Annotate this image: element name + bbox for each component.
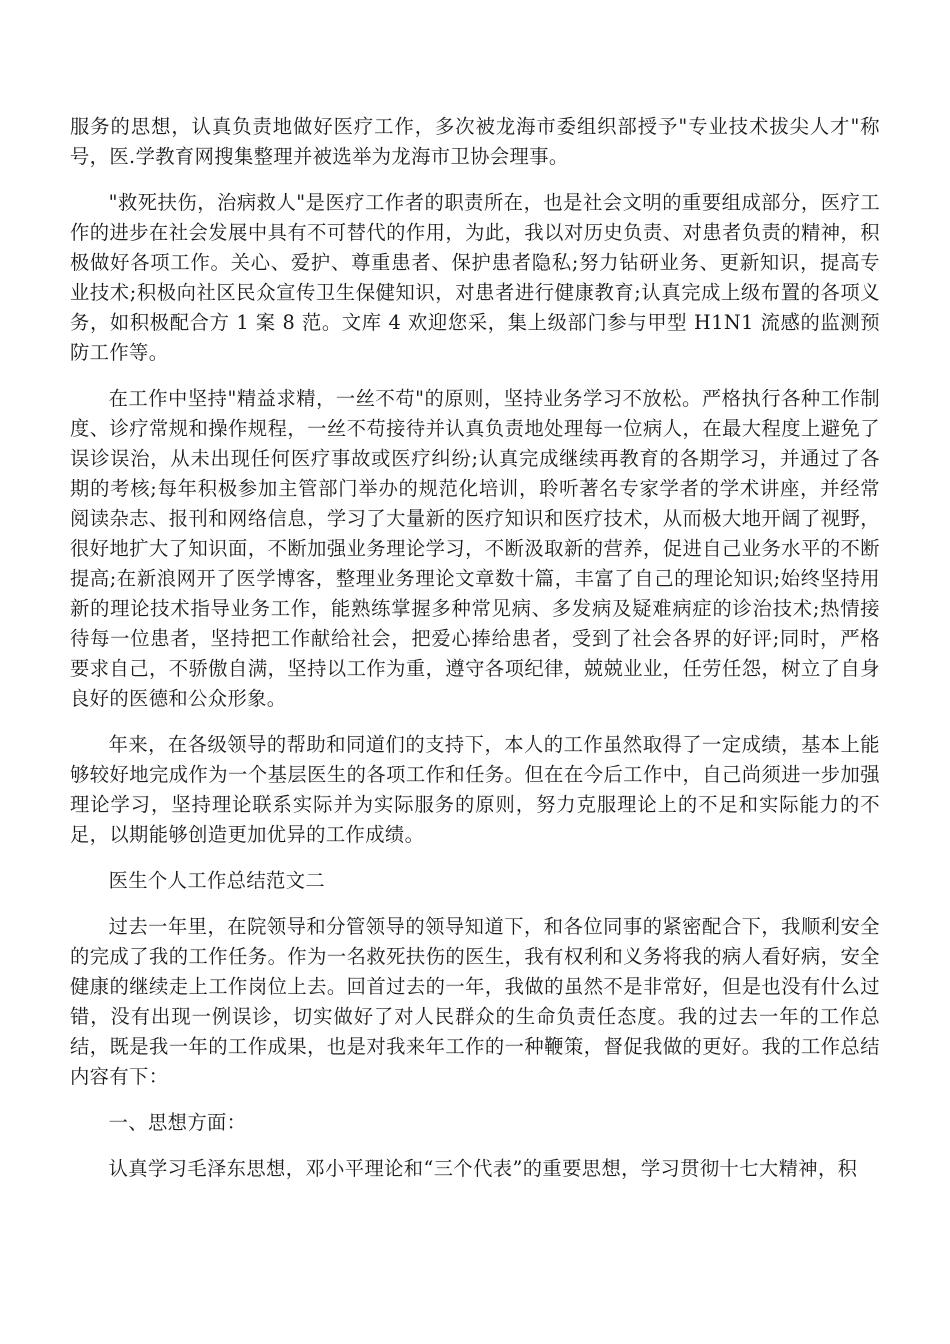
paragraph-1: 服务的思想，认真负责地做好医疗工作，多次被龙海市委组织部授予"专业技术拔尖人才"称号，医.学教育网搜集整理并被选举为龙海市卫协会理事。 xyxy=(70,115,880,168)
paragraph-2: "救死扶伤，治病救人"是医疗工作者的职责所在，也是社会文明的重要组成部分，医疗工作的进步在社会发展中具有不可替代的作用，为此，我以对历史负责、对患者负责的精神，积极做好各项工作。关心、爱护、尊重患者、保护患者隐私;努力钻研业务、更新知识，提高专业技术;积极向社区民众宣传卫生保健知识，对患者进行健康教育;认真完成上级布置的各项义务，如积极配合方 1 案 8 范。文库 4 欢迎您采，集上级部门参与甲型 H1N1 流感的监测预防工作等。 xyxy=(70,191,880,364)
paragraph-3: 在工作中坚持"精益求精，一丝不苟"的原则，坚持业务学习不放松。严格执行各种工作制度、诊疗常规和操作规程，一丝不苟接待并认真负责地处理每一位病人，在最大程度上避免了误诊误治，从未出现任何医疗事故或医疗纠纷;认真完成继续再教育的各期学习，并通过了各期的考核;每年积极参加主管部门举办的规范化培训，聆听著名专家学者的学术讲座，并经常阅读杂志、报刊和网络信息，学习了大量新的医疗知识和医疗技术，从而极大地开阔了视野，很好地扩大了知识面，不断加强业务理论学习，不断汲取新的营养，促进自己业务水平的不断提高;在新浪网开了医学博客，整理业务理论文章数十篇，丰富了自己的理论知识;始终坚持用新的理论技术指导业务工作，能熟练掌握多种常见病、多发病及疑难病症的诊治技术;热情接待每一位患者，坚持把工作献给社会，把爱心捧给患者，受到了社会各界的好评;同时，严格要求自己，不骄傲自满，坚持以工作为重，遵守各项纪律，兢兢业业，任劳任怨，树立了自身良好的医德和公众形象。 xyxy=(70,387,880,710)
document-page xyxy=(70,112,880,1184)
subsection-heading: 一、思想方面： xyxy=(108,1111,247,1134)
paragraph-6: 过去一年里，在院领导和分管领导的领导知道下，和各位同事的紧密配合下，我顺利安全的完成了我的工作任务。作为一名救死扶伤的医生，我有权利和义务将我的病人看好病，安全健康的继续走上工作岗位上去。回首过去的一年，我做的虽然不是非常好，但是也没有什么过错，没有出现一例误诊，切实做好了对人民群众的生命负责任态度。我的过去一年的工作总结，既是我一年的工作成果，也是对我来年工作的一种鞭策，督促我做的更好。我的工作总结内容有下： xyxy=(70,915,880,1088)
paragraph-4: 年来，在各级领导的帮助和同道们的支持下，本人的工作虽然取得了一定成绩，基本上能够较好地完成作为一个基层医生的各项工作和任务。但在在今后工作中，自己尚须进一步加强理论学习，坚持理论联系实际并为实际服务的原则，努力克服理论上的不足和实际能力的不足，以期能够创造更加优异的工作成绩。 xyxy=(70,733,880,846)
paragraph-8: 认真学习毛泽东思想，邓小平理论和“三个代表”的重要思想，学习贯彻十七大精神，积 xyxy=(108,1157,858,1180)
section-heading: 医生个人工作总结范文二 xyxy=(108,869,326,892)
